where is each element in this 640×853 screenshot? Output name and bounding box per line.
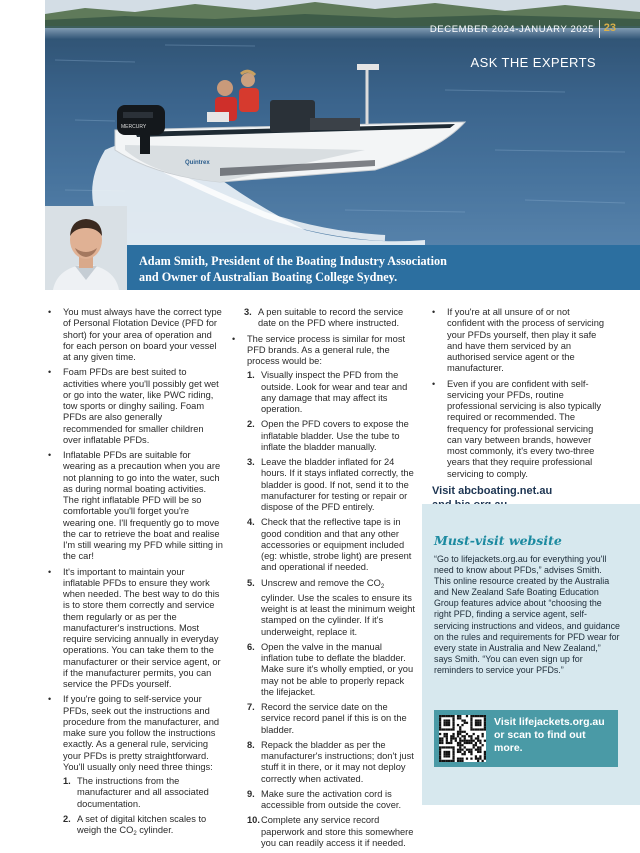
list-text: The instructions from the manufacturer and all associated documentation. [77,776,209,809]
qr-code-icon[interactable] [439,715,486,762]
service-step [247,517,416,573]
step-text: Visually inspect the PFD from the outside. Look for wear and tear and any damage that may affect its operation. [261,370,408,414]
step-number: 3. [247,457,255,467]
step-number: 2. [247,419,255,430]
bullet-item: • Even if you are confident with self-servicing your PFDs, routine professional servicing is also typically required or recommended. The frequency for professional servicing can vary between brands, however most commonly, it's every two-three years that they require professional servicing to comply. [432,379,610,480]
service-step [247,419,416,453]
process-bullet-list [232,334,416,850]
step-number: 7. [247,702,255,712]
step-number: 6. [247,641,255,652]
list-item [244,307,416,330]
hero-photo [45,0,640,245]
cta-text[interactable]: Visit lifejackets.org.au or scan to find out more. [494,716,605,754]
subscript: 2 [380,583,385,590]
step-number: 1. [247,370,255,381]
must-visit-title: Must-visit website [434,533,562,548]
step-text: Leave the bladder inflated for 24 hours. If it stays inflated correctly, the bladder is good. If not, send it to the manufacturer for testing or repair or dispose of the PFD entirely. [261,457,414,512]
service-step [247,815,416,849]
step-text: Unscrew and remove the CO [261,577,381,588]
step-number: 9. [247,788,255,799]
header-divider [599,20,600,38]
caption-line-2: and Owner of Australian Boating College Sydney. [139,270,398,284]
service-step [247,457,416,513]
bullet-item: • It's important to maintain your inflatable PFDs to ensure they work when needed. The best way to do this is to store them correctly and service them regularly or as per the manufacturer's instructions. Most require servicing annually in everyday operations. You can take them to the manufacturer or their service agent, or if the manufacturer permits, you can service the PFDs yourself. [48,567,224,691]
list-number: 1. [63,776,71,786]
things-needed-continued [244,307,416,330]
step-number: 4. [247,517,255,528]
boat-brand-text: Quintrex [185,160,210,166]
list-text: A set of digital kitchen scales to weigh the CO [77,813,207,835]
list-item [63,776,224,810]
page-number: 23 [603,22,616,34]
bullet-item [232,334,416,850]
list-text: cylinder. [136,825,174,835]
bullet-text: The service process is similar for most PFD brands. As a general rule, the process would be: [247,333,406,366]
step-text: Check that the reflective tape is in good condition and that any other accessories or equipment included (eg: whistle, strobe light) are present and operational if needed. [261,517,412,573]
step-text: Complete any service record paperwork and store this somewhere you can readily access it if needed. [261,815,414,848]
bullet-item: • If you're at all unsure of or not confident with the process of servicing your PFDs yourself, then play it safe and have them serviced by an authorised service agent or the manufacturer. [432,307,610,375]
list-number: 3. [244,307,252,317]
subscript: 2 [133,831,137,837]
section-title: ASK THE EXPERTS [470,55,596,70]
service-step [247,642,416,698]
step-text: cylinder. Use the scales to ensure its weight is at least the minimum weight stamped on the cylinder. If it's underweight, replace it. [261,592,415,637]
caption-line-1: Adam Smith, President of the Boating Industry Association [139,254,447,268]
column-2 [244,307,416,853]
service-step [247,789,416,812]
step-number: 8. [247,739,255,750]
list-item [63,814,224,841]
service-step [247,370,416,415]
bullet-item: • Inflatable PFDs are suitable for wearing as a precaution when you are not planning to go into the water, such as during normal boating activities. The right inflatable PFD will be so comfortable you'll forget you're wearing one. I'll frequently go to move the car to retrieve the boat and realise I'm still wearing my PFD while sitting in the car! [48,450,224,563]
step-text: Repack the bladder as per the manufacturer's instructions; don't just stuff it in there, or it may not deploy correctly when activated. [261,739,414,784]
step-text: Open the valve in the manual inflation tube to deflate the bladder. Make sure it's wholly emptied, or you may not be able to properly repack the lifejacket. [261,641,414,697]
author-portrait [45,206,127,290]
list-number: 2. [63,813,71,824]
outboard-motor [117,105,165,135]
service-step [247,740,416,785]
must-visit-body: “Go to lifejackets.org.au for everything you'll need to know about PFDs,” advises Smith. This online resource created by the Australia and New Zealand Safe Boating Education Group features advice about “choosing the right PFD, finding a service agent, self-servicing instructions and videos, and guidance on the rules and requirements for PFD wear for every state in Australia and New Zealand,” says Smith. “You can even sign up for reminders to service your PFDs.” [434,554,620,675]
motor-brand-text: MERCURY [121,124,147,130]
author-caption [139,253,499,285]
bullet-item: • You must always have the correct type of Personal Flotation Device (PFD for short) for your area of operation and for each person on board your vessel at any given time. [48,307,224,363]
step-text: Open the PFD covers to expose the inflatable bladder. Use the tube to inflate the bladder manually. [261,419,409,452]
bullet-item: • Foam PFDs are best suited to activities where you'll possibly get wet or go into the water, like PWC riding, tow sports or dinghy sailing. Foam PFDs are also generally recommended for smaller children over inflatable PFDs. [48,367,224,446]
list-text: A pen suitable to record the service date on the PFD where instructed. [258,307,404,329]
service-step [247,578,416,638]
step-text: Make sure the activation cord is accessible from outside the cover. [261,788,402,810]
column-3 [432,307,610,512]
qr-code-graphic [439,715,486,762]
step-number: 5. [247,577,255,588]
service-step [247,702,416,736]
column-1 [48,307,224,844]
issue-date: DECEMBER 2024-JANUARY 2025 [429,24,594,35]
step-text: Record the service date on the service record panel if this is on the bladder. [261,702,407,735]
bullet-item [48,694,224,840]
boat-console [270,100,315,132]
service-steps-list [247,370,416,849]
step-number: 10. [247,815,260,826]
boat-scene [45,0,640,245]
things-needed-list [63,776,224,840]
bullet-text: If you're going to self-service your PFDs, seek out the instructions and procedure from the manufacturer, and make sure you follow the instructions exactly. As a general rule, servicing your PFDs is pretty straightforward. You'll usually only need three things: [63,694,220,772]
visit-line-1[interactable]: Visit abcboating.net.au [432,484,553,497]
